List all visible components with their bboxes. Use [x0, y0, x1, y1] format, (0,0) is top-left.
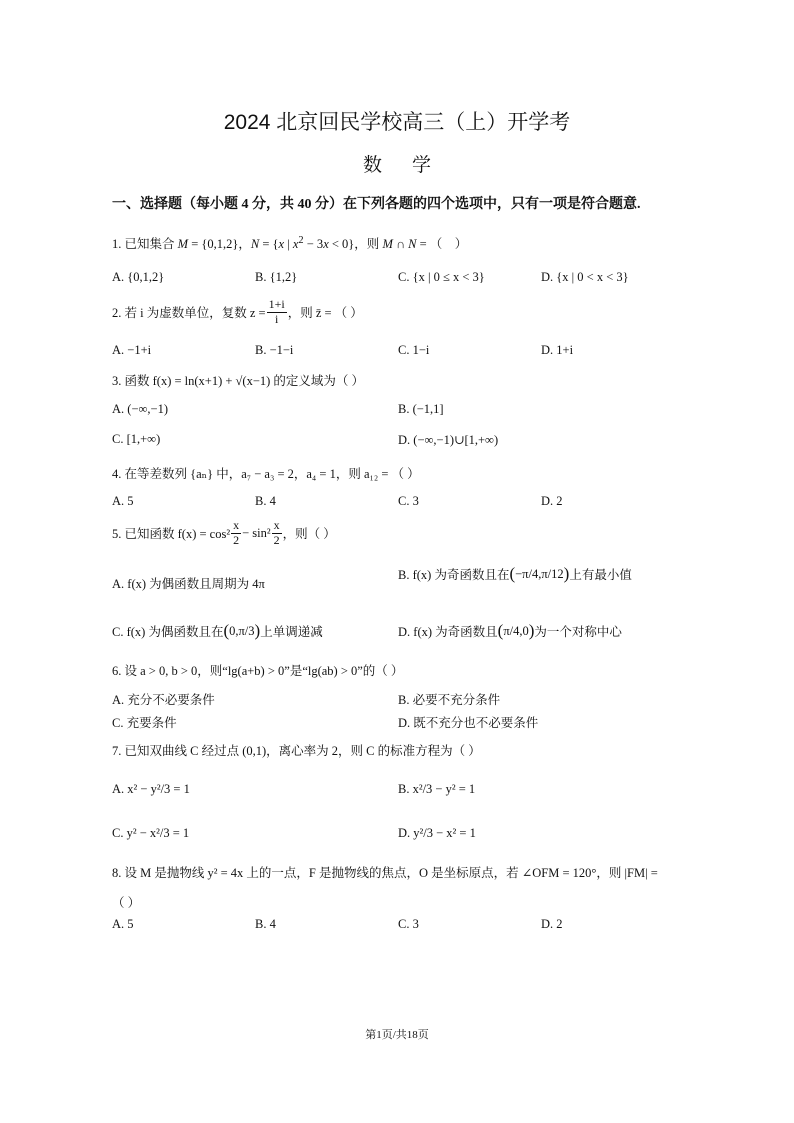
question-8-option-c: C. 3: [398, 917, 419, 931]
fraction-x-over-2: $\frac{x}{2}$: [233, 518, 240, 547]
question-6-option-b: B. 必要不充分条件: [398, 693, 501, 707]
question-1-stem: 1. 已知集合 M = {0,1,2}，N = {x | $x^2 - 3x < 0$}，则 M ∩ N = （ ）: [112, 234, 468, 251]
document-title: 2024 北京回民学校高三（上）开学考: [223, 111, 571, 134]
page-indicator: 第1页/共18页: [365, 1029, 429, 1041]
question-1-option-d: D. {x | 0 < x < 3}: [541, 270, 629, 284]
question-7-option-b: B. x²/3 − y² = 1: [398, 782, 476, 796]
question-8-stem: 8. 设 M 是抛物线 y² = 4x 上的一点，F 是抛物线的焦点，O 是坐标原点，若 ∠OFM = 120°，则 |FM| =: [112, 866, 658, 880]
question-4-option-a: A. 5: [112, 494, 134, 508]
question-3-stem: 3. 函数 f(x) = ln(x+1) + √(x−1) 的定义域为（ ）: [112, 374, 365, 388]
question-5-option-d: D. f(x) 为奇函数且 ( π/4 , 0 ) 为一个对称中心: [398, 621, 622, 640]
question-5-option-c: C. f(x) 为偶函数且在 ( 0 , π/3 ) 上单调递减: [112, 621, 323, 640]
question-3-option-a: A. (−∞,−1): [112, 402, 168, 416]
question-7-option-a: A. x² − y²/3 = 1: [112, 782, 190, 796]
question-2-prefix: 2. 若 i 为虚数单位，复数 z =: [112, 306, 266, 321]
question-5-stem: 5. 已知函数 f(x) = cos² $\frac{x}{2}$ − sin² $\frac{x}{2}$ ，则（ ）: [112, 518, 336, 547]
question-2-option-c: C. 1−i: [398, 343, 430, 357]
question-4-option-b: B. 4: [255, 494, 276, 508]
question-1-option-b: B. {1,2}: [255, 270, 298, 284]
question-5-option-a: A. f(x) 为偶函数且周期为 4π: [112, 577, 265, 591]
question-1-option-a: A. {0,1,2}: [112, 270, 165, 284]
question-7-option-c: C. y² − x²/3 = 1: [112, 826, 190, 840]
question-8-option-b: B. 4: [255, 917, 276, 931]
question-2-option-b: B. −1−i: [255, 343, 294, 357]
question-8-option-a: A. 5: [112, 917, 134, 931]
question-7-stem: 7. 已知双曲线 C 经过点 (0,1)，离心率为 2，则 C 的标准方程为（ ）: [112, 744, 481, 758]
question-2-suffix: ，则 z̄ = （ ）: [287, 306, 363, 321]
question-2-stem: [112, 298, 363, 327]
section-heading: 一、选择题（每小题 4 分，共 40 分）在下列各题的四个选项中，只有一项是符合题意.: [112, 197, 641, 212]
question-6-option-d: D. 既不充分也不必要条件: [398, 716, 539, 730]
question-4-option-d: D. 2: [541, 494, 563, 508]
question-6-stem: 6. 设 a > 0, b > 0，则“lg(a+b) > 0”是“lg(ab) > 0”的（ ）: [112, 664, 404, 678]
question-3-option-d: D. (−∞,−1)∪[1,+∞): [398, 433, 499, 447]
question-number: 1.: [112, 237, 122, 251]
question-3-option-b: B. (−1,1]: [398, 402, 444, 416]
question-5-option-b: B. f(x) 为奇函数且在 ( −π/4 , π/12 ) 上有最小值: [398, 564, 632, 583]
question-2-fraction: $\frac{1+i}{i}$: [268, 297, 285, 326]
question-2-option-d: D. 1+i: [541, 343, 574, 357]
question-4-stem: 4. 在等差数列 {aₙ} 中，a₇ − a₃ = 2，a₄ = 1，则 a₁₂ = （ ）: [112, 467, 420, 481]
subject-title: 数学: [362, 154, 461, 176]
fraction-x-over-2: $\frac{x}{2}$: [273, 518, 280, 547]
question-7-option-d: D. y²/3 − x² = 1: [398, 826, 476, 840]
question-6-option-c: C. 充要条件: [112, 716, 177, 730]
question-8-option-d: D. 2: [541, 917, 563, 931]
question-6-option-a: A. 充分不必要条件: [112, 693, 215, 707]
question-4-option-c: C. 3: [398, 494, 419, 508]
question-1-option-c: C. {x | 0 ≤ x < 3}: [398, 270, 485, 284]
question-8-stem-continued: （ ）: [112, 896, 141, 910]
question-3-option-c: C. [1,+∞): [112, 432, 161, 446]
question-2-option-a: A. −1+i: [112, 343, 152, 357]
